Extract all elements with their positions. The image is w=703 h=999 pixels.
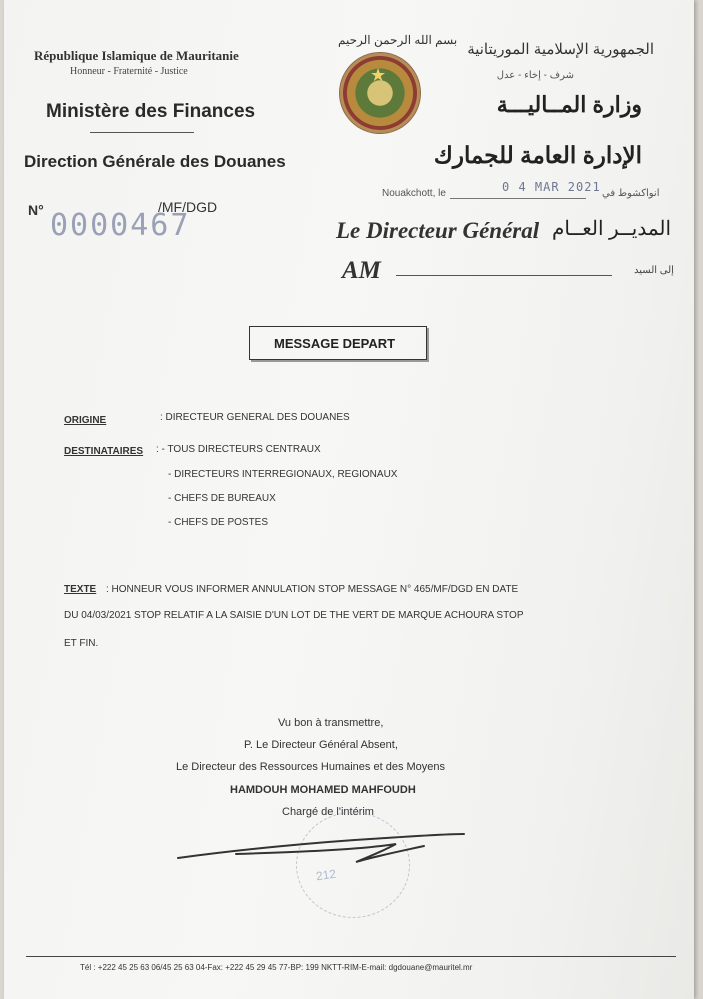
origin-value: : DIRECTEUR GENERAL DES DOUANES xyxy=(160,412,350,423)
stamp-number: 212 xyxy=(315,866,337,884)
ministry-name-fr: Ministère des Finances xyxy=(46,101,256,122)
directorate-name-fr: Direction Générale des Douanes xyxy=(24,152,286,171)
addressee-label-ar: إلى السيد xyxy=(634,265,674,276)
text-line: DU 04/03/2021 STOP RELATIF A LA SAISIE D'UN LOT DE THE VERT DE MARQUE ACHOURA STOP xyxy=(64,610,524,621)
footer-divider xyxy=(26,956,676,957)
text-line: : HONNEUR VOUS INFORMER ANNULATION STOP MESSAGE N° 465/MF/DGD EN DATE xyxy=(106,584,519,595)
recipient-item: : - TOUS DIRECTEURS CENTRAUX xyxy=(156,444,321,455)
text-label: TEXTE xyxy=(64,584,97,595)
reference-number-label: N° xyxy=(28,202,44,218)
handwritten-signature xyxy=(176,830,466,870)
signature-line: P. Le Directeur Général Absent, xyxy=(244,739,398,751)
reference-number-stamp: 0000467 xyxy=(50,208,191,243)
recipient-item: - CHEFS DE BUREAUX xyxy=(168,493,276,504)
document-page xyxy=(4,0,694,999)
recipients-label: DESTINATAIRES xyxy=(64,446,144,457)
motto-ar: شرف - إخاء - عدل xyxy=(496,70,574,81)
basmala-ar: بسم الله الرحمن الرحيم xyxy=(338,33,458,47)
republic-name-ar: الجمهورية الإسلامية الموريتانية xyxy=(467,41,654,58)
national-emblem-seal xyxy=(340,53,420,133)
date-stamp: 0 4 MAR 2021 xyxy=(502,180,601,194)
addressee-handwritten: AM xyxy=(342,257,381,284)
text-line: ET FIN. xyxy=(64,638,99,649)
recipient-item: - DIRECTEURS INTERREGIONAUX, REGIONAUX xyxy=(168,469,398,480)
addressee-title-ar: المديــر العــام xyxy=(552,218,672,240)
signature-line: Le Directeur des Ressources Humaines et des Moyens xyxy=(176,761,446,773)
header-divider xyxy=(90,132,194,133)
ministry-name-ar: وزارة المــاليـــة xyxy=(496,92,642,117)
date-line xyxy=(450,198,586,199)
directorate-name-ar: الإدارة العامة للجمارك xyxy=(433,142,642,168)
place-label-ar: انواكشوط في xyxy=(602,188,660,199)
signatory-name: HAMDOUH MOHAMED MAHFOUDH xyxy=(230,784,416,796)
motto-fr: Honneur - Fraternité - Justice xyxy=(70,66,188,77)
footer-contact: Tél : +222 45 25 63 06/45 25 63 04-Fax: +222 45 29 45 77-BP: 199 NKTT-RIM-E-mail: dgdouane@mauritel.mr xyxy=(80,963,473,972)
addressee-line xyxy=(396,275,612,276)
signature-line: Vu bon à transmettre, xyxy=(278,717,384,729)
place-label-fr: Nouakchott, le xyxy=(382,188,446,199)
republic-name-fr: République Islamique de Mauritanie xyxy=(34,48,239,63)
recipient-item: - CHEFS DE POSTES xyxy=(168,517,269,528)
message-title: MESSAGE DEPART xyxy=(274,336,396,351)
reference-number-suffix: /MF/DGD xyxy=(158,199,218,215)
origin-label: ORIGINE xyxy=(64,415,107,426)
star-icon: ★ xyxy=(370,65,387,85)
signature-line: Chargé de l'intérim xyxy=(282,806,374,818)
addressee-title-fr: Le Directeur Général xyxy=(336,218,540,243)
